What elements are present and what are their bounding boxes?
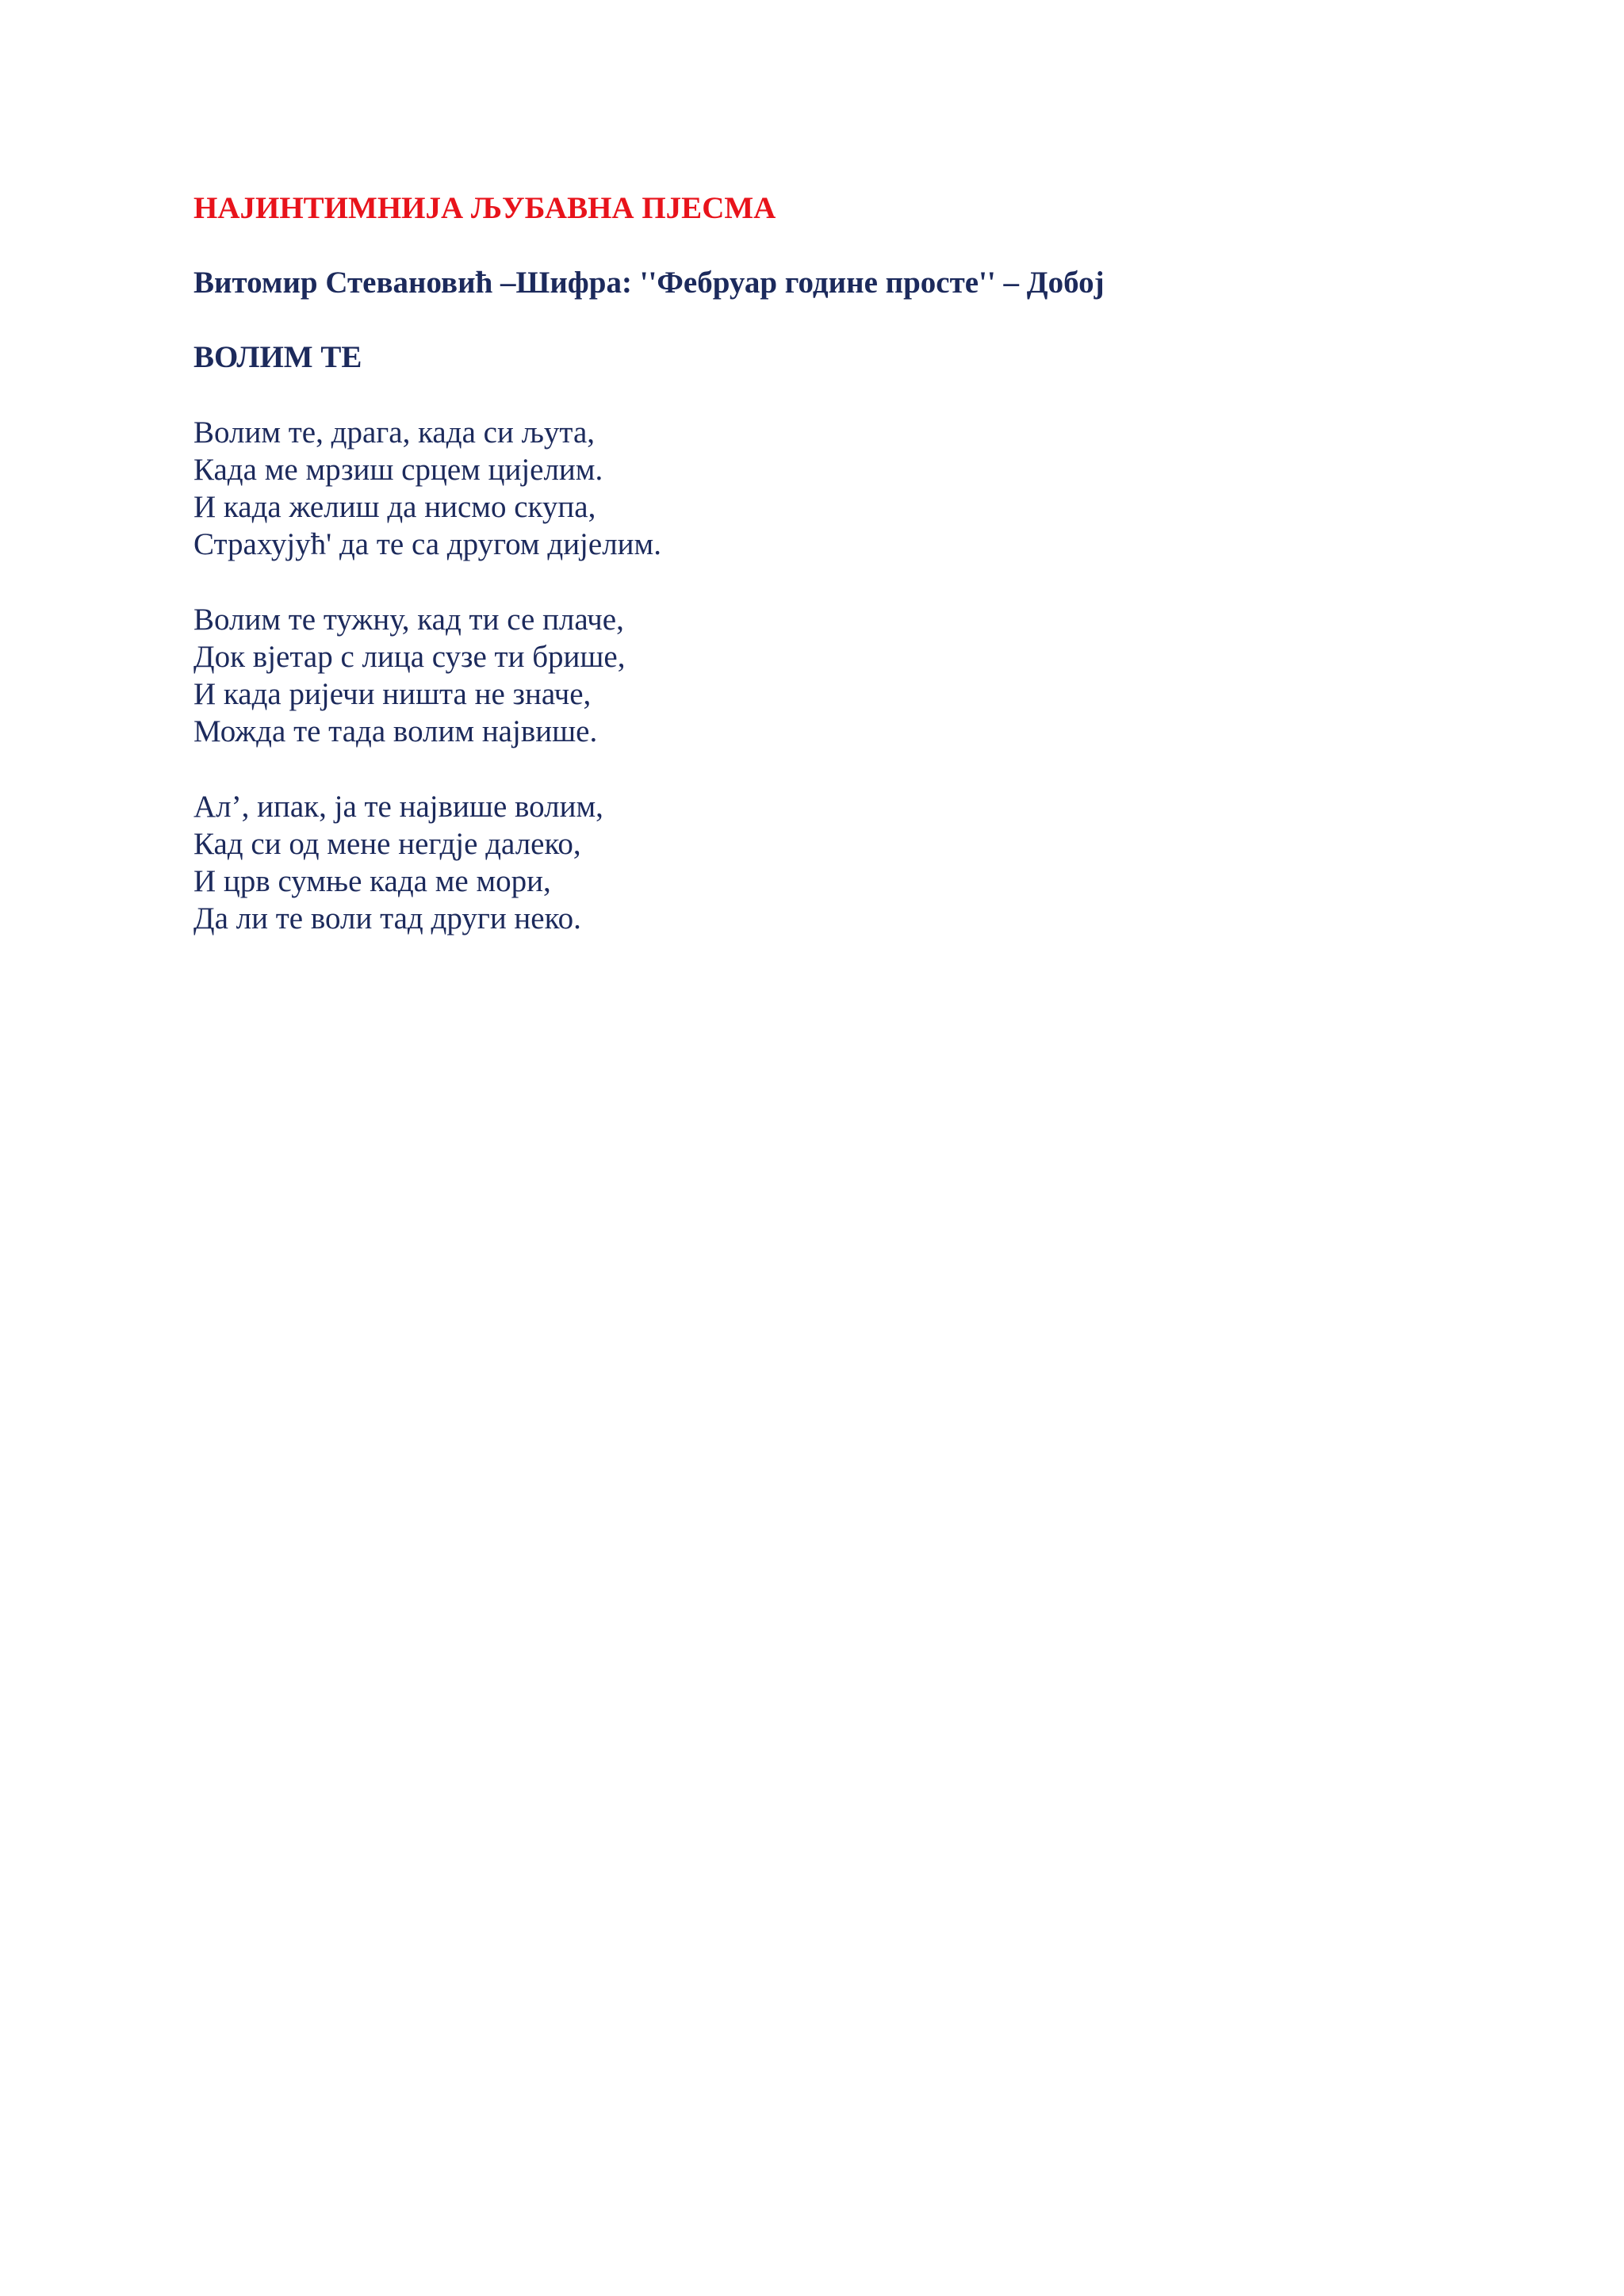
poem-title: ВОЛИМ ТЕ [193,340,362,374]
poem-line: Ал’, ипак, ја те највише волим, [193,790,603,824]
poem-line: Волим те тужну, кад ти се плаче, [193,603,624,637]
stanza-1 [193,414,1462,563]
poem-line: Док вјетар с лица сузе ти брише, [193,640,626,674]
poem-line: И црв сумње када ме мори, [193,864,551,898]
stanza-3 [193,788,1462,937]
poem-line: Да ли те воли тад други неко. [193,901,581,936]
author-line: Витомир Стевановић –Шифра: ''Фебруар године просте'' – Добој [193,266,1105,300]
stanza-2 [193,601,1462,750]
poem-line: И када желиш да нисмо скупа, [193,490,596,524]
poem-line: И када ријечи ништа не значе, [193,677,592,711]
poem-line: Страхујућ' да те са другом дијелим. [193,527,661,561]
poem-line: Можда те тада волим највише. [193,714,598,748]
poem-line: Волим те, драга, када си љута, [193,415,596,450]
poem-line: Кад си од мене негдје далеко, [193,827,581,861]
document-heading: НАЈИНТИМНИЈА ЉУБАВНА ПЈЕСМА [193,191,776,225]
poem-line: Када ме мрзиш срцем цијелим. [193,453,603,487]
document-content [193,190,1462,975]
